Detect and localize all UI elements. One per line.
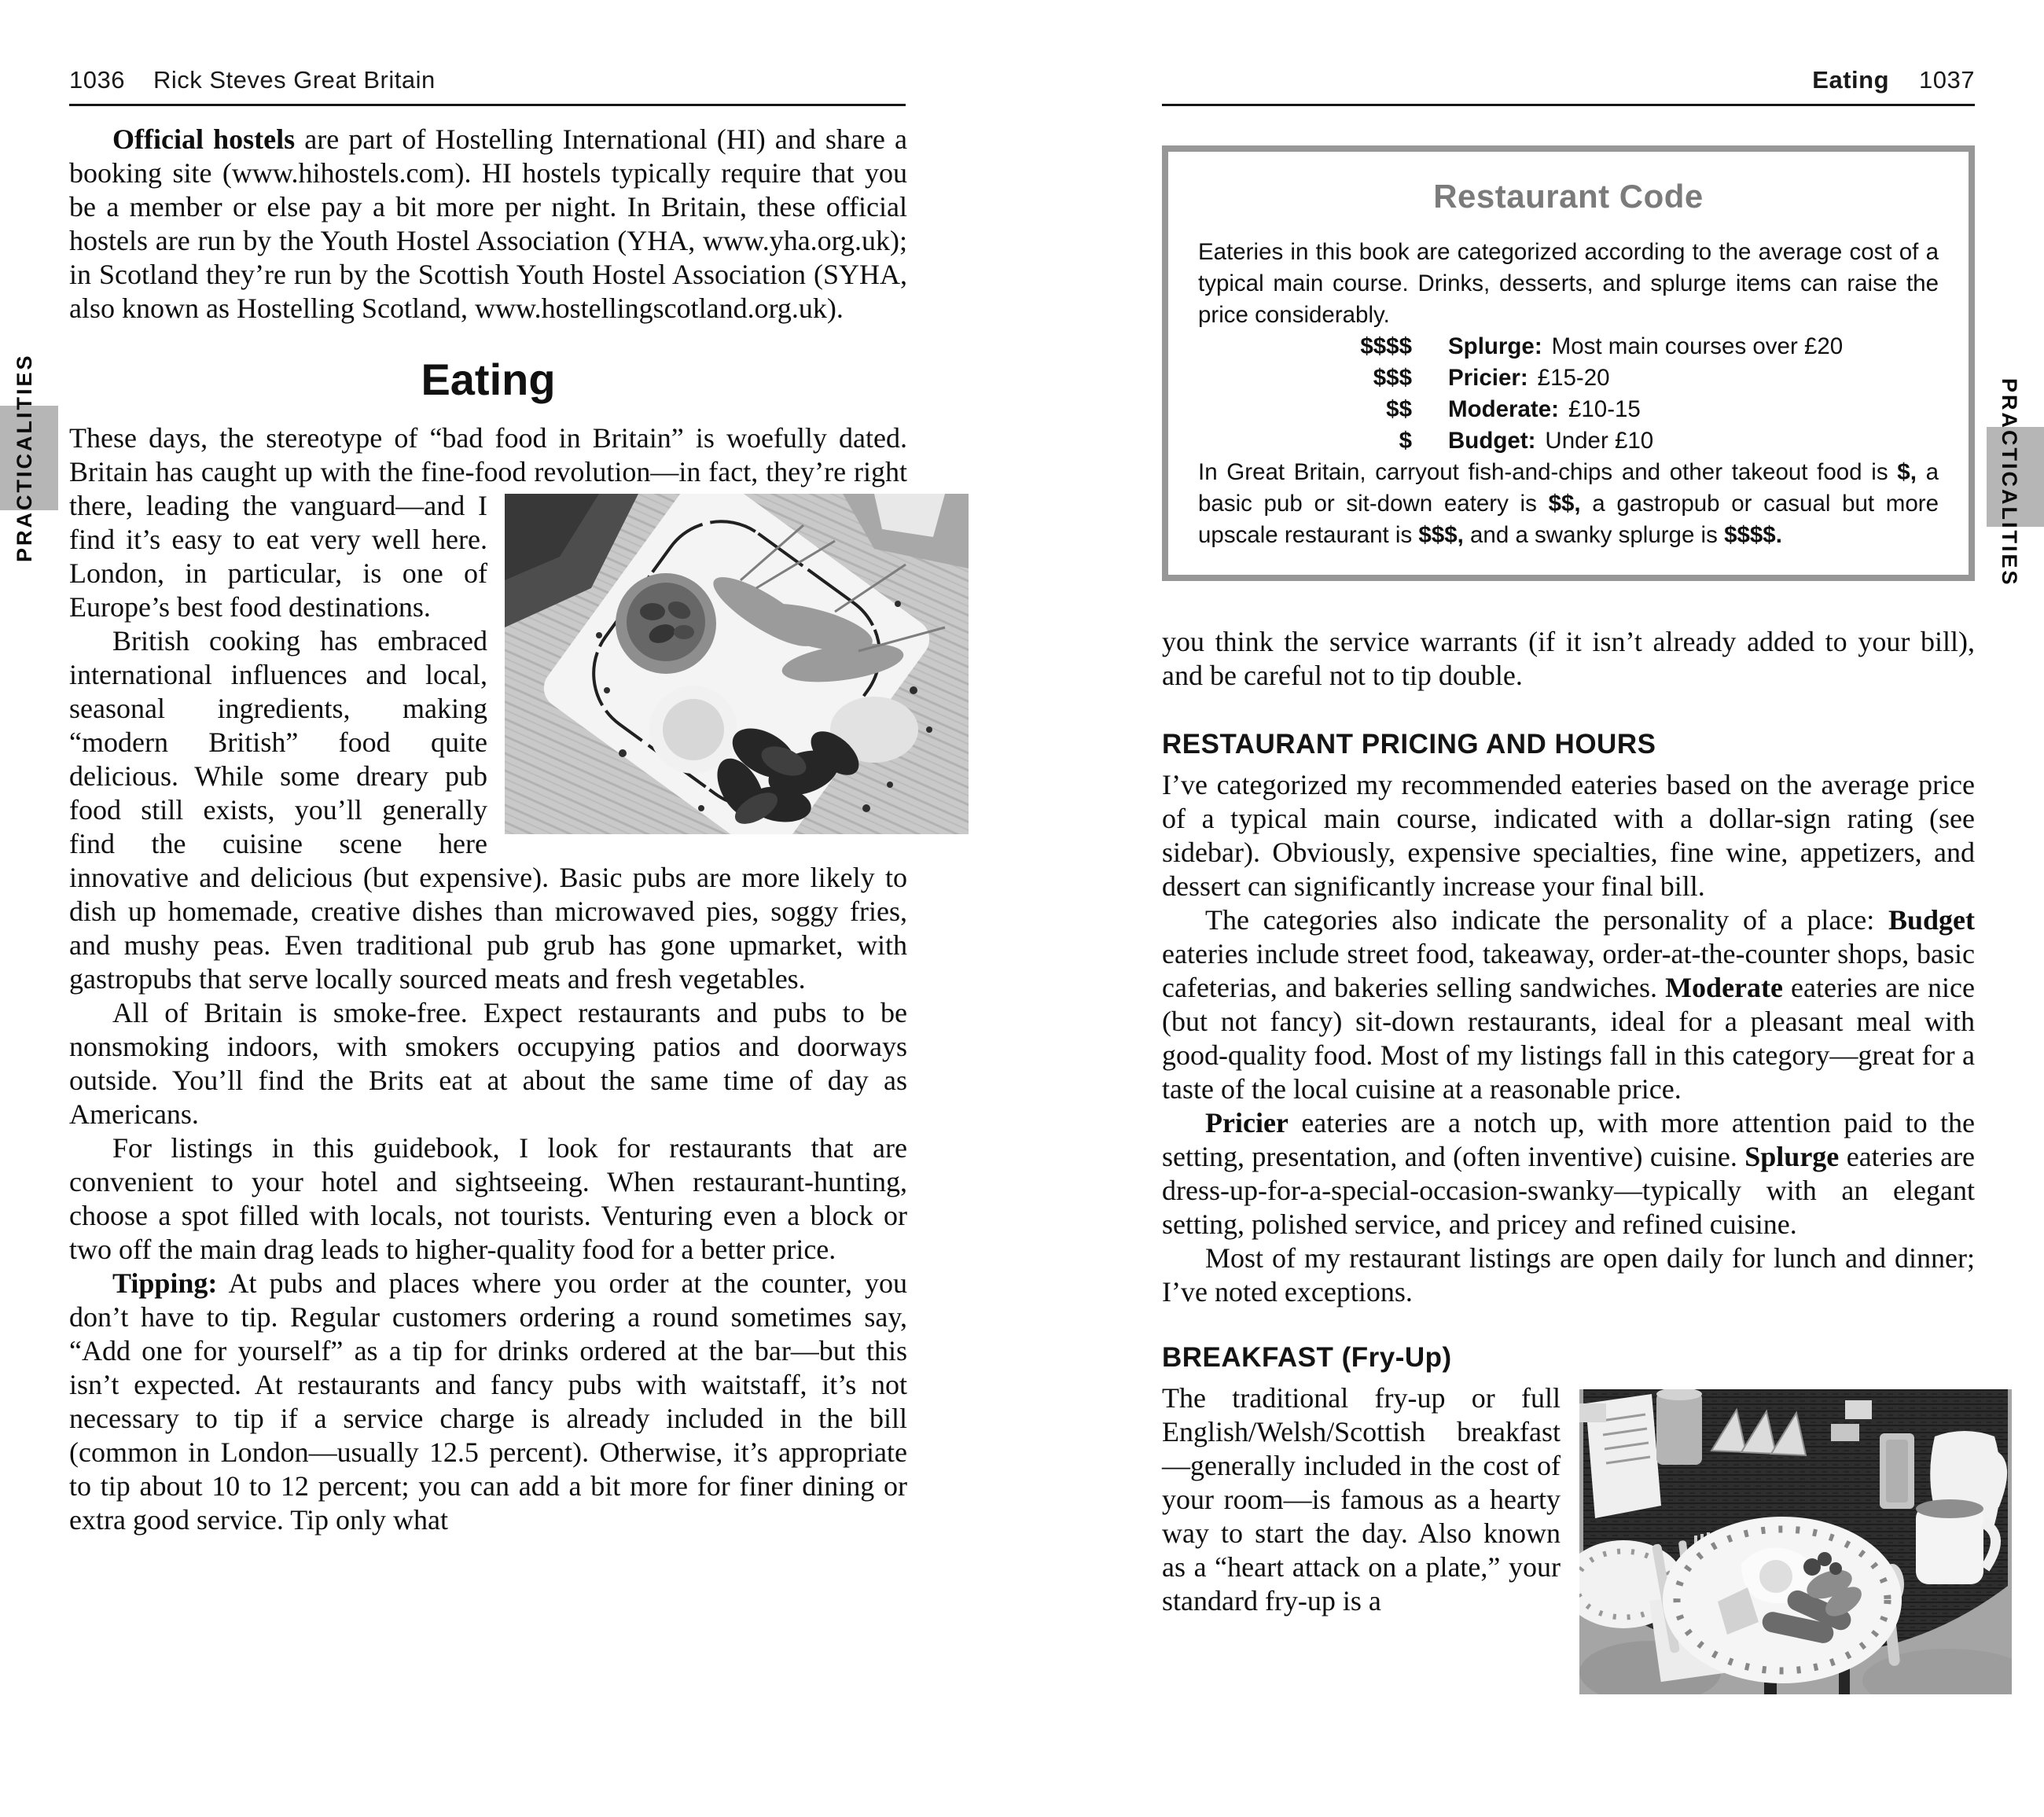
restaurant-code-title: Restaurant Code [1433, 178, 1704, 215]
paragraph-pricier-splurge: Pricier eateries are a notch up, with more attention paid to the setting, presentation, and (often inventive) cuisine. Splurge eateries are dress-up-for-a-special-occasion-swanky—typically with an elegant setting, polished service, and pricey and refined cuisine. [1162, 1107, 1975, 1240]
these-days-text-before-photo: These days, the stereotype of “bad food in Britain” is woefully dated. Britain has caught up with the fine-food revolution—in fact, [69, 422, 907, 487]
paragraph-open-daily: Most of my restaurant listings are open daily for lunch and dinner; I’ve noted exceptions. [1162, 1242, 1975, 1308]
left-page-column [69, 123, 907, 1537]
paragraph-service-continuation: you think the service warrants (if it isn’t already added to your bill), and be careful not to tip double. [1162, 626, 1975, 691]
restaurant-code-intro: Eateries in this book are categorized according to the average cost of a typical main course. Drinks, desserts, and splurge items can raise the price considerably. [1198, 239, 1939, 328]
right-header-rule [1162, 104, 1975, 106]
price-label: Moderate: [1448, 396, 1559, 422]
price-symbol: $ [1399, 428, 1412, 454]
left-page-number: 1036 [69, 66, 125, 94]
these-days-text-after-photo: they’re right there, leading the vanguard—and I find it’s easy to eat very well here. London, in particular, is one of Europe’s best food destinations. [69, 456, 907, 623]
paragraph-breakfast [1162, 1381, 1975, 1618]
paragraph-british-cooking: British cooking has embraced international influences and local, seasonal ingredients, making “modern British” food quite delicious. While some dreary pub food still exists, you’ll generally find the cuisine scene here innovative and delicious (but expensive). Basic pubs are more likely to dish up homemade, creative dishes than microwaved pies, soggy fries, and mushy peas. Even traditional pub grub has gone upmarket, with gastropubs that serve locally sourced meats and fresh vegetables. [69, 625, 907, 995]
paragraph-official-hostels: Official hostels are part of Hostelling International (HI) and share a booking site (www.hihostels.com). HI hostels typically require that you be a member or else pay a bit more per night. In Britain, these official hostels are run by the Youth Hostel Association (YHA, www.yha.org.uk); in Scotland they’re run by the Scottish Youth Hostel Association (SYHA, also known as Hostelling Scotland, www.hostellingscotland.org.uk). [69, 123, 907, 324]
right-page-column [1162, 145, 1975, 1705]
breakfast-table-photo [1579, 1389, 2012, 1694]
paragraph-tipping: Tipping: At pubs and places where you order at the counter, you don’t have to tip. Regular customers ordering a round sometimes say, “Add one for yourself” as a tip for drinks ordered at the bar—but this isn’t expected. At restaurants and fancy pubs with waitstaff, it’s not necessary to tip if a service charge is already included in the bill (common in London—usually 12.5 percent). Otherwise, it’s appropriate to tip about 10 to 12 percent; you can add a bit more for finer dining or extra good service. Tip only what [69, 1267, 907, 1536]
price-row-moderate [1198, 394, 1939, 425]
book-title: Rick Steves Great Britain [153, 66, 436, 94]
seafood-platter-photo [505, 494, 969, 834]
price-desc: £10-15 [1568, 396, 1641, 422]
price-symbol: $$ [1386, 396, 1412, 422]
right-side-tab: PRACTICALITIES [1998, 378, 2021, 587]
breakfast-text: The traditional fry-up or full English/Welsh/Scottish breakfast—generally included in the cost of your room—is famous as a hearty way to start the day. Also known as a “heart attack on a plate,” your standard fry-up is a [1162, 1382, 1561, 1617]
left-running-head [69, 66, 436, 94]
breakfast-heading: BREAKFAST (Fry-Up) [1162, 1342, 1452, 1373]
price-row-splurge [1198, 331, 1939, 362]
right-running-head [1812, 66, 1975, 94]
price-label: Budget: [1448, 428, 1536, 454]
left-header-rule [69, 104, 906, 106]
paragraph-these-days [69, 421, 907, 624]
price-row-budget [1198, 425, 1939, 457]
left-side-tab: PRACTICALITIES [13, 353, 36, 562]
eating-heading: Eating [421, 355, 556, 404]
restaurant-code-box [1162, 145, 1975, 581]
price-label: Pricier: [1448, 365, 1528, 391]
pricing-hours-heading: RESTAURANT PRICING AND HOURS [1162, 729, 1656, 760]
price-symbol: $$$ [1373, 365, 1412, 391]
paragraph-categories: The categories also indicate the personality of a place: Budget eateries include street food, takeaway, order-at-the-counter shops, basic cafeterias, and bakeries selling sandwiches. Moderate eateries are nice (but not fancy) sit-down restaurants, ideal for a pleasant meal with good-quality food. Most of my listings fall in this category—great for a taste of the local cuisine at a reasonable price. [1162, 904, 1976, 1105]
restaurant-code-footer: In Great Britain, carryout fish-and-chips and other takeout food is $, a basic pub or sit-down eatery is $$, a gastropub or casual but more upscale restaurant is $$$, and a swanky splurge is $$$$. [1198, 459, 1939, 548]
right-page-number: 1037 [1919, 66, 1975, 94]
price-row-pricier [1198, 362, 1939, 394]
breakfast-photo-graphic [1579, 1389, 2012, 1694]
paragraph-categorized: I’ve categorized my recommended eateries based on the average price of a typical main course, indicated with a dollar-sign rating (see sidebar). Obviously, expensive specialties, fine wine, appetizers, and dessert can significantly increase your final bill. [1162, 769, 1975, 902]
paragraph-smoke-free: All of Britain is smoke-free. Expect restaurants and pubs to be nonsmoking indoors, with smokers occupying patios and doorways outside. You’ll find the Brits eat at about the same time of day as Americans. [69, 997, 907, 1130]
section-title: Eating [1812, 66, 1890, 94]
price-desc: £15-20 [1537, 365, 1610, 391]
price-symbol: $$$$ [1360, 333, 1412, 359]
price-desc: Under £10 [1545, 428, 1654, 454]
price-desc: Most main courses over £20 [1551, 333, 1844, 359]
paragraph-listings: For listings in this guidebook, I look for restaurants that are convenient to your hotel and sightseeing. When restaurant-hunting, choose a spot filled with locals, not tourists. Venturing even a block or two off the main drag leads to higher-quality food for a better price. [69, 1132, 907, 1265]
seafood-photo-graphic [505, 494, 969, 834]
price-label: Splurge: [1448, 333, 1542, 359]
